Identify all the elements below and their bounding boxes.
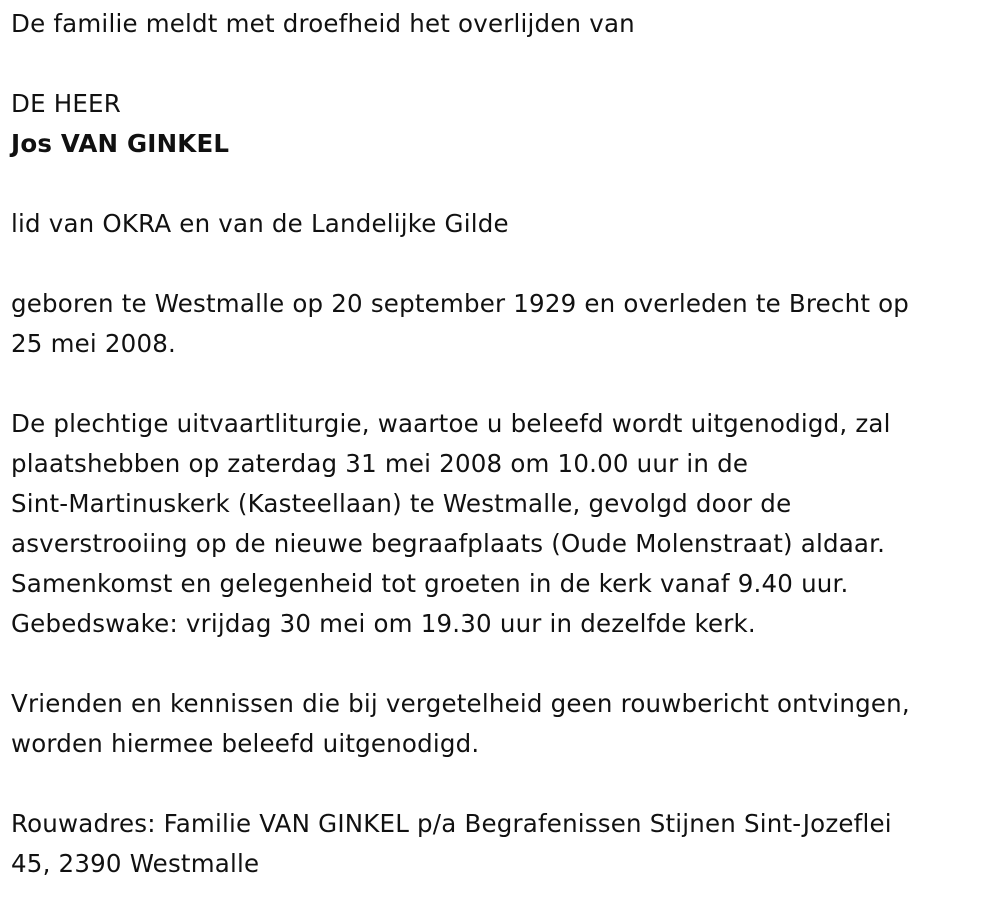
deceased-title: DE HEER (11, 89, 121, 118)
paragraph-line: 25 mei 2008. (11, 329, 177, 358)
paragraph-line: worden hiermee beleefd uitgenodigd. (11, 729, 480, 758)
paragraph-line: plaatshebben op zaterdag 31 mei 2008 om 10.00 uur in de (11, 449, 749, 478)
membership-text: lid van OKRA en van de Landelijke Gilde (11, 209, 509, 238)
paragraph-line: Samenkomst en gelegenheid tot groeten in de kerk vanaf 9.40 uur. (11, 569, 849, 598)
paragraph-line: Rouwadres: Familie VAN GINKEL p/a Begrafenissen Stijnen Sint-Jozeflei (11, 809, 892, 838)
birth-death-paragraph (11, 284, 986, 364)
paragraph-line: geboren te Westmalle op 20 september 1929 en overleden te Brecht op (11, 289, 910, 318)
address-paragraph (11, 804, 986, 884)
obituary-notice (11, 4, 986, 884)
paragraph-line: Sint-Martinuskerk (Kasteellaan) te Westmalle, gevolgd door de (11, 489, 792, 518)
paragraph-line: Gebedswake: vrijdag 30 mei om 19.30 uur in dezelfde kerk. (11, 609, 756, 638)
ceremony-paragraph (11, 404, 986, 644)
deceased-name: Jos VAN GINKEL (11, 129, 230, 158)
invitation-paragraph (11, 684, 986, 764)
paragraph-line: 45, 2390 Westmalle (11, 849, 260, 878)
paragraph-line: De plechtige uitvaartliturgie, waartoe u beleefd wordt uitgenodigd, zal (11, 409, 891, 438)
paragraph-line: Vrienden en kennissen die bij vergetelheid geen rouwbericht ontvingen, (11, 689, 910, 718)
paragraph-line: asverstrooiing op de nieuwe begraafplaats (Oude Molenstraat) aldaar. (11, 529, 886, 558)
intro-text: De familie meldt met droefheid het overlijden van (11, 9, 635, 38)
